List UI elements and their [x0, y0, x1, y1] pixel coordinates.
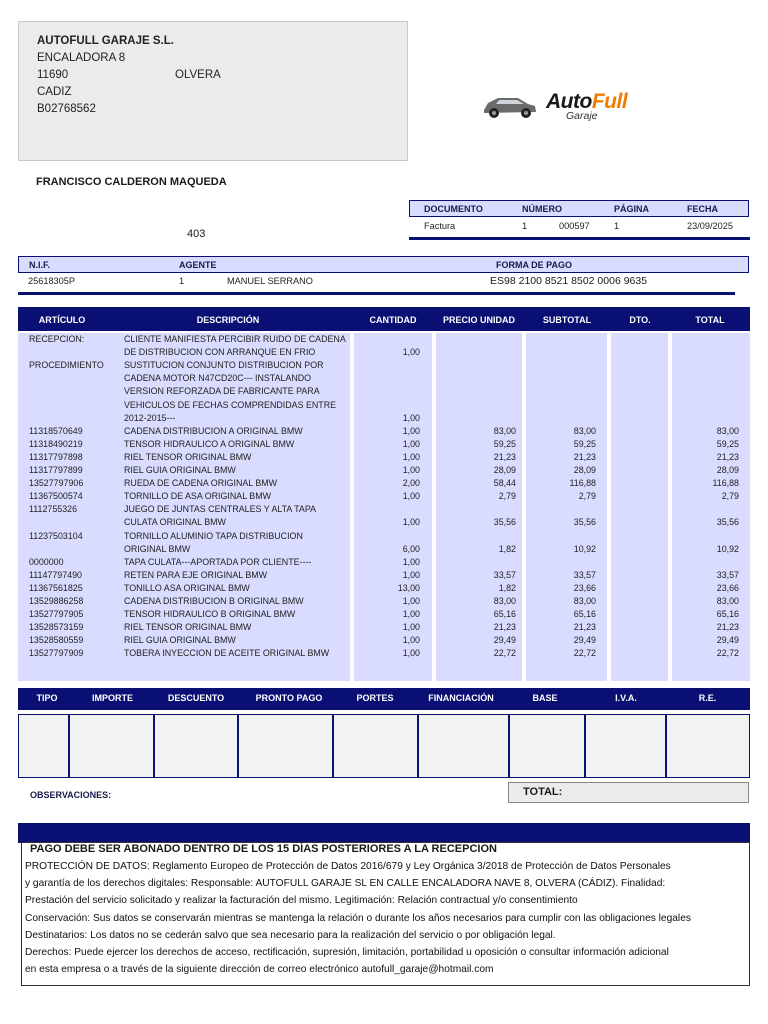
line-unit-price: 65,16 [493, 609, 516, 620]
agent-code: 1 [179, 276, 185, 286]
line-article [29, 372, 121, 385]
line-description: RIEL TENSOR ORIGINAL BMW [124, 622, 252, 633]
line-total [672, 359, 739, 372]
line-subtotal [526, 333, 596, 346]
line-total: 22,72 [716, 648, 739, 659]
line-article: 13529886258 [29, 596, 84, 606]
line-subtotal [526, 346, 596, 359]
line-subtotal [526, 412, 596, 425]
col-header-quantity: CANTIDAD [369, 315, 417, 325]
line-unit-price: 35,56 [493, 517, 516, 528]
company-address: ENCALADORA 8 [37, 52, 126, 64]
line-description: TAPA CULATA---APORTADA POR CLIENTE---- [124, 556, 312, 567]
totals-cell-shipping [333, 714, 418, 778]
line-quantity [354, 399, 420, 412]
line-article [29, 346, 121, 359]
line-total [672, 556, 739, 569]
line-article [29, 399, 121, 412]
total-label: TOTAL: [523, 786, 563, 798]
line-unit-price: 28,09 [493, 465, 516, 475]
line-description: RETEN PARA EJE ORIGINAL BMW [124, 569, 268, 580]
line-description: JUEGO DE JUNTAS CENTRALES Y ALTA TAPA [124, 504, 317, 515]
line-article: 0000000 [29, 556, 64, 567]
line-unit-price [436, 412, 516, 425]
payment-header-method: FORMA DE PAGO [496, 260, 572, 270]
col-header-total: TOTAL [695, 315, 725, 325]
line-subtotal: 2,79 [578, 491, 596, 502]
line-description: DE DISTRIBUCION CON ARRANQUE EN FRIO [124, 347, 316, 358]
line-quantity: 1,00 [402, 517, 420, 528]
totals-header-prompt-payment: PRONTO PAGO [255, 693, 323, 703]
line-unit-price: 83,00 [493, 425, 516, 436]
line-article: PROCEDIMIENTO [29, 360, 104, 371]
totals-cell-re [666, 714, 750, 778]
totals-cell-amount [69, 714, 154, 778]
legal-line: Conservación: Sus datos se conservarán mientras se mantenga la relación o durante los años necesarios para cumplir con las obligaciones legales [25, 912, 691, 924]
line-subtotal: 23,66 [573, 582, 596, 593]
client-nif: 25618305P [28, 276, 76, 286]
document-page: 1 [614, 221, 620, 231]
line-unit-price [436, 333, 516, 346]
line-description: TORNILLO DE ASA ORIGINAL BMW [124, 491, 271, 502]
line-article: 11367561825 [29, 582, 83, 593]
document-number: 000597 [559, 221, 590, 231]
totals-cell-vat [585, 714, 666, 778]
line-article [29, 412, 121, 425]
line-description: 2012-2015--- [124, 412, 176, 423]
line-quantity: 1,00 [402, 622, 420, 633]
col-header-description: DESCRIPCIÓN [196, 315, 260, 325]
line-description: CADENA DISTRIBUCION B ORIGINAL BMW [124, 596, 304, 606]
line-subtotal: 21,23 [573, 622, 596, 633]
line-total: 83,00 [716, 425, 739, 436]
line-quantity: 1,00 [402, 648, 420, 659]
line-quantity: 1,00 [402, 635, 420, 646]
document-type: Factura [424, 221, 456, 231]
legal-line: Derechos: Puede ejercer los derechos de acceso, rectificación, supresión, limitación, portabilidad u oposición o consultar información adicional [25, 947, 669, 958]
line-description: RIEL GUIA ORIGINAL BMW [124, 465, 236, 475]
line-quantity [354, 503, 420, 516]
line-description: TENSOR HIDRAULICO A ORIGINAL BMW [124, 438, 295, 449]
document-date: 23/09/2025 [687, 221, 733, 231]
line-subtotal [526, 530, 596, 543]
legal-line: Prestación del servicio solicitado y realizar la facturación del mismo. Legitimación: Relación contractual y/o consentimiento [25, 895, 578, 907]
company-postal-code: 11690 [37, 69, 69, 81]
line-unit-price: 1,82 [498, 582, 516, 593]
line-description: SUSTITUCION CONJUNTO DISTRIBUCION POR [124, 360, 324, 371]
totals-cell-financing [418, 714, 509, 778]
line-quantity: 6,00 [402, 543, 420, 554]
company-city: OLVERA [175, 69, 221, 81]
document-divider [409, 237, 750, 240]
line-article: 13528580559 [29, 635, 84, 646]
line-total: 65,16 [716, 609, 739, 620]
line-description: RIEL GUIA ORIGINAL BMW [124, 635, 236, 646]
line-quantity: 1,00 [402, 491, 420, 502]
line-unit-price [436, 385, 516, 398]
line-description: VEHICULOS DE FECHAS COMPRENDIDAS ENTRE [124, 399, 337, 410]
company-logo [480, 88, 645, 128]
line-total: 83,00 [716, 596, 739, 606]
line-description: TORNILLO ALUMINIO TAPA DISTRIBUCION [124, 530, 303, 541]
company-cif: B02768562 [37, 103, 96, 115]
line-article: 1112755326 [29, 504, 78, 515]
totals-header [18, 688, 750, 710]
car-icon [480, 92, 538, 120]
client-name: FRANCISCO CALDERON MAQUEDA [36, 176, 227, 188]
line-subtotal: 29,49 [573, 635, 596, 646]
line-unit-price: 1,82 [498, 543, 516, 554]
payment-header-agent: AGENTE [179, 260, 217, 270]
line-subtotal [526, 556, 596, 569]
line-quantity: 2,00 [402, 478, 420, 489]
line-description: RIEL TENSOR ORIGINAL BMW [124, 451, 252, 462]
line-unit-price: 59,25 [493, 438, 516, 449]
line-quantity [354, 385, 420, 398]
payment-terms-bar [18, 823, 750, 843]
line-article: 13527797906 [29, 478, 84, 489]
agent-name: MANUEL SERRANO [227, 276, 313, 286]
totals-header-financing: FINANCIACIÓN [428, 693, 494, 703]
logo-brand-full: Full [591, 90, 628, 113]
payment-header [18, 256, 749, 273]
line-total: 35,56 [716, 517, 739, 528]
logo-sub: Garaje [566, 110, 598, 122]
document-header-page: PÁGINA [614, 204, 650, 214]
line-quantity: 1,00 [402, 347, 420, 358]
document-header-type: DOCUMENTO [424, 204, 483, 214]
line-unit-price [436, 346, 516, 359]
line-quantity: 1,00 [402, 451, 420, 462]
line-article: 11237503104 [29, 530, 83, 541]
line-article: 11318570649 [29, 425, 83, 436]
line-description: TOBERA INYECCION DE ACEITE ORIGINAL BMW [124, 648, 330, 659]
line-description: CULATA ORIGINAL BMW [124, 517, 226, 528]
line-unit-price: 22,72 [493, 648, 516, 659]
line-unit-price [436, 530, 516, 543]
totals-header-amount: IMPORTE [91, 693, 133, 703]
line-article: 11367500574 [29, 491, 83, 502]
totals-header-base: BASE [532, 693, 558, 703]
line-total [672, 333, 739, 346]
legal-line: en esta empresa o a través de la siguiente dirección de correo electrónico autofull_garaje@hotmail.com [25, 964, 494, 976]
line-unit-price [436, 556, 516, 569]
line-article [29, 543, 121, 556]
line-quantity: 13,00 [397, 582, 420, 593]
totals-header-discount: DESCUENTO [167, 693, 225, 703]
lines-header [18, 307, 750, 331]
totals-header-re: R.E. [698, 693, 717, 703]
line-subtotal [526, 399, 596, 412]
line-description: ORIGINAL BMW [124, 543, 191, 554]
line-quantity: 1,00 [402, 425, 420, 436]
col-header-article: ARTÍCULO [38, 315, 86, 325]
line-total: 28,09 [716, 465, 739, 475]
line-subtotal: 28,09 [573, 465, 596, 475]
line-quantity: 1,00 [402, 438, 420, 449]
line-description: VERSION REFORZADA DE FABRICANTE PARA [124, 386, 320, 397]
line-total [672, 530, 739, 543]
line-subtotal: 83,00 [573, 596, 596, 606]
line-subtotal: 116,88 [569, 478, 596, 489]
document-header [409, 200, 749, 217]
line-subtotal [526, 372, 596, 385]
line-subtotal: 65,16 [573, 609, 596, 620]
line-total [672, 346, 739, 359]
line-description: RUEDA DE CADENA ORIGINAL BMW [124, 478, 278, 489]
line-unit-price: 21,23 [493, 622, 516, 633]
document-header-date: FECHA [687, 204, 718, 214]
line-description: CLIENTE MANIFIESTA PERCIBIR RUIDO DE CADENA [124, 334, 346, 344]
observations-label: OBSERVACIONES: [30, 790, 112, 800]
line-description: TENSOR HIDRAULICO B ORIGINAL BMW [124, 609, 296, 620]
totals-header-vat: I.V.A. [615, 693, 637, 703]
line-unit-price: 83,00 [493, 596, 516, 606]
client-code: 403 [187, 228, 206, 240]
line-description: CADENA DISTRIBUCION A ORIGINAL BMW [124, 425, 303, 436]
line-subtotal: 21,23 [573, 451, 596, 462]
payment-header-nif: N.I.F. [29, 260, 51, 270]
line-unit-price: 2,79 [498, 491, 516, 502]
line-description: TONILLO ASA ORIGINAL BMW [124, 582, 250, 593]
line-total: 59,25 [716, 438, 739, 449]
line-quantity: 1,00 [402, 412, 420, 423]
line-subtotal [526, 385, 596, 398]
col-bg-discount [611, 333, 668, 681]
document-header-number: NÚMERO [522, 204, 562, 214]
company-name: AUTOFULL GARAJE S.L. [37, 35, 174, 47]
legal-line: PROTECCIÓN DE DATOS: Reglamento Europeo de Protección de Datos 2016/679 y Ley Orgánica 3/2018 de Protección de Datos Personales [25, 861, 671, 872]
totals-header-type: TIPO [36, 693, 58, 703]
payment-terms: PAGO DEBE SER ABONADO DENTRO DE LOS 15 DÍAS POSTERIORES A LA RECEPCION [30, 843, 497, 855]
line-total [672, 399, 739, 412]
line-subtotal: 10,92 [573, 543, 596, 554]
line-quantity [354, 372, 420, 385]
line-quantity: 1,00 [402, 556, 420, 567]
line-subtotal: 22,72 [573, 648, 596, 659]
line-unit-price [436, 372, 516, 385]
logo-brand-auto: Auto [546, 90, 592, 113]
line-subtotal: 83,00 [573, 425, 596, 436]
line-total [672, 372, 739, 385]
line-subtotal [526, 503, 596, 516]
line-quantity [354, 359, 420, 372]
line-article [29, 385, 121, 398]
payment-iban: ES98 2100 8521 8502 0006 9635 [490, 275, 648, 287]
line-quantity: 1,00 [402, 609, 420, 620]
line-total: 33,57 [716, 569, 739, 580]
document-series: 1 [522, 221, 528, 231]
line-unit-price [436, 503, 516, 516]
line-total [672, 503, 739, 516]
line-total: 2,79 [721, 491, 739, 502]
line-article: 13528573159 [29, 622, 84, 633]
totals-cell-discount [154, 714, 238, 778]
company-box [18, 21, 408, 161]
line-total [672, 412, 739, 425]
line-total: 29,49 [716, 635, 739, 646]
line-total: 116,88 [712, 478, 739, 489]
total-box [508, 782, 749, 803]
totals-cell-prompt-payment [238, 714, 333, 778]
company-province: CADIZ [37, 86, 72, 98]
line-total: 23,66 [716, 582, 739, 593]
line-article: 11318490219 [29, 438, 83, 449]
col-header-unit-price: PRECIO UNIDAD [442, 315, 515, 325]
line-quantity [354, 333, 420, 346]
totals-cell-base [509, 714, 585, 778]
totals-header-shipping: PORTES [356, 693, 394, 703]
line-subtotal: 35,56 [573, 517, 596, 528]
line-total [672, 385, 739, 398]
line-total: 10,92 [716, 543, 739, 554]
line-article: 11317797899 [29, 465, 83, 475]
line-total: 21,23 [716, 622, 739, 633]
line-article [29, 516, 121, 529]
totals-cell-type [18, 714, 69, 778]
line-quantity: 1,00 [402, 569, 420, 580]
legal-line: Destinatarios: Los datos no se cederán salvo que sea necesario para la realización del servicio o por obligación legal. [25, 929, 556, 941]
line-unit-price: 58,44 [493, 478, 516, 489]
line-article: 11317797898 [29, 451, 83, 462]
line-quantity: 1,00 [402, 465, 420, 475]
line-subtotal [526, 359, 596, 372]
col-header-discount: DTO. [629, 315, 651, 325]
line-article: RECEPCION: [29, 334, 85, 344]
line-quantity [354, 530, 420, 543]
col-header-subtotal: SUBTOTAL [542, 315, 592, 325]
line-article: 13527797909 [29, 648, 84, 659]
line-unit-price [436, 359, 516, 372]
line-article: 11147797490 [29, 569, 82, 580]
line-unit-price: 21,23 [493, 451, 516, 462]
line-subtotal: 33,57 [573, 569, 596, 580]
line-unit-price: 33,57 [493, 569, 516, 580]
line-unit-price [436, 399, 516, 412]
line-description: CADENA MOTOR N47CD20C--- INSTALANDO [124, 373, 312, 384]
line-unit-price: 29,49 [493, 635, 516, 646]
payment-divider [18, 292, 735, 295]
line-total: 21,23 [716, 451, 739, 462]
line-quantity: 1,00 [402, 596, 420, 606]
line-subtotal: 59,25 [573, 438, 596, 449]
legal-line: y garantía de los derechos digitales: Responsable: AUTOFULL GARAJE SL EN CALLE ENCALADORA NAVE 8, OLVERA (CÁDIZ). Finalidad: [25, 878, 666, 890]
line-article: 13527797905 [29, 609, 84, 620]
